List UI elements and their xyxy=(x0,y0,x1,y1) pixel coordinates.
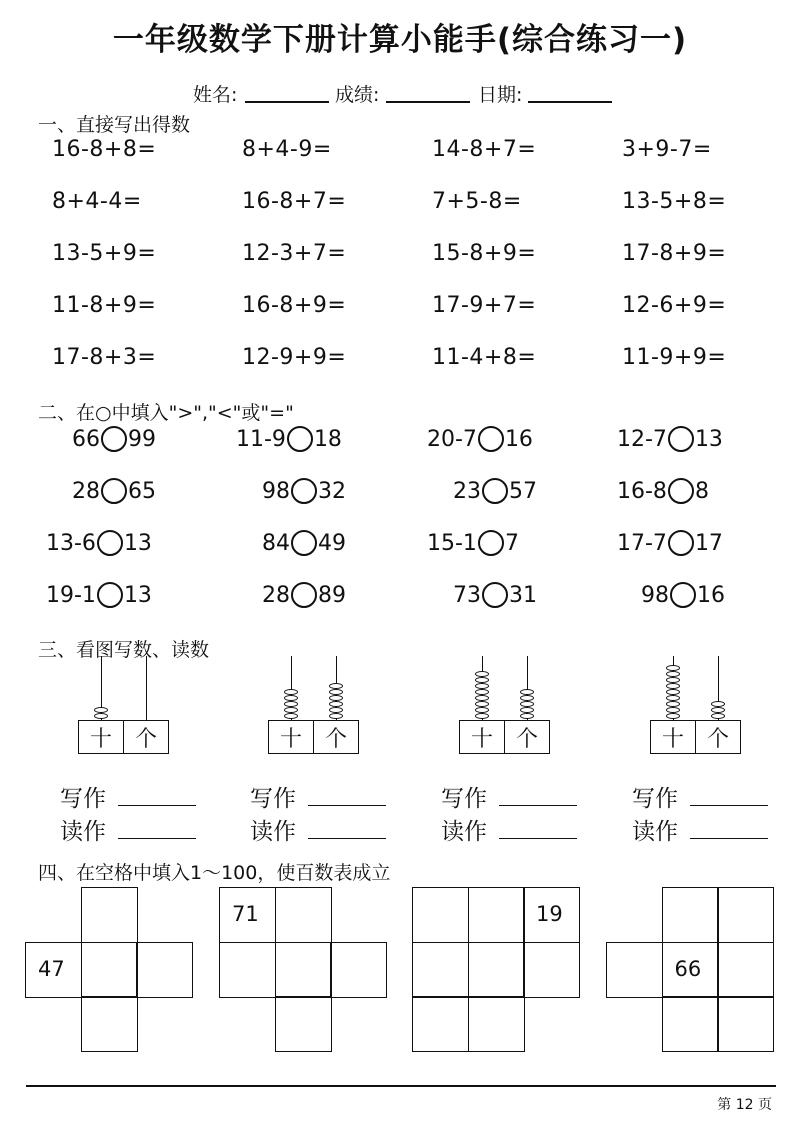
abacus-bead xyxy=(520,707,534,713)
abacus-bead xyxy=(475,707,489,713)
abacus-bead xyxy=(711,701,725,707)
equation-item[interactable]: 12-6+9= xyxy=(622,293,727,318)
abacus-bead xyxy=(666,665,680,671)
read-answer-blank[interactable] xyxy=(308,820,386,839)
comparison-left: 23 xyxy=(453,478,481,504)
abacus-bead xyxy=(329,683,343,689)
abacus-bead xyxy=(475,713,489,719)
comparison-left: 13-6 xyxy=(46,530,96,556)
read-answer-blank[interactable] xyxy=(118,820,196,839)
read-label: 读作 xyxy=(60,819,106,845)
comparison-right: 18 xyxy=(313,426,342,452)
tens-place-label: 十 xyxy=(470,726,493,752)
answer-circle[interactable] xyxy=(101,426,127,452)
comparison-right: 89 xyxy=(318,582,346,608)
comparison-item xyxy=(262,582,346,608)
abacus-bead xyxy=(666,713,680,719)
abacus-bead xyxy=(329,689,343,695)
comparison-item xyxy=(617,426,723,452)
given-number-cell xyxy=(25,942,82,998)
date-label: 日期: xyxy=(478,84,523,106)
comparison-left: 28 xyxy=(262,582,290,608)
comparison-right: 17 xyxy=(694,530,723,556)
comparison-right: 13 xyxy=(694,426,723,452)
comparison-left: 28 xyxy=(72,478,100,504)
equation-item[interactable]: 8+4-4= xyxy=(52,189,142,214)
abacus-place-box xyxy=(650,720,741,754)
blank-number-cell[interactable] xyxy=(662,887,719,943)
blank-number-cell[interactable] xyxy=(275,887,332,943)
answer-circle[interactable] xyxy=(478,426,504,452)
equation-item[interactable]: 11-9+9= xyxy=(622,345,727,370)
comparison-right: 49 xyxy=(318,530,346,556)
blank-number-cell[interactable] xyxy=(662,996,719,1052)
abacus-bead xyxy=(666,683,680,689)
comparison-right: 16 xyxy=(504,426,533,452)
comparison-right: 65 xyxy=(128,478,156,504)
blank-number-cell[interactable] xyxy=(717,887,774,943)
read-label: 读作 xyxy=(250,819,296,845)
abacus-bead xyxy=(329,701,343,707)
ones-place-label: 个 xyxy=(504,721,549,753)
ones-place-label: 个 xyxy=(123,721,168,753)
abacus-bead xyxy=(666,671,680,677)
write-label: 写作 xyxy=(250,786,296,812)
answer-circle[interactable] xyxy=(482,478,508,504)
abacus-bead xyxy=(666,689,680,695)
section2-heading: 二、在○中填入">","<"或"=" xyxy=(38,402,294,424)
abacus-bead xyxy=(520,689,534,695)
tens-place-label: 十 xyxy=(661,726,684,752)
blank-number-cell[interactable] xyxy=(412,942,469,998)
blank-number-cell[interactable] xyxy=(717,942,774,998)
answer-circle[interactable] xyxy=(97,530,123,556)
abacus-bead xyxy=(284,707,298,713)
comparison-left: 20-7 xyxy=(427,426,477,452)
comparison-item xyxy=(236,426,342,452)
abacus-bead xyxy=(475,695,489,701)
write-answer-blank[interactable] xyxy=(308,787,386,806)
abacus-bead xyxy=(94,713,108,719)
comparison-left: 98 xyxy=(641,582,669,608)
abacus-bead xyxy=(475,671,489,677)
read-line xyxy=(250,813,386,846)
write-answer-blank[interactable] xyxy=(499,787,577,806)
abacus-bead xyxy=(475,701,489,707)
abacus-bead xyxy=(666,701,680,707)
abacus-bead xyxy=(520,695,534,701)
comparison-item xyxy=(72,478,156,504)
write-line xyxy=(250,780,386,813)
comparison-item xyxy=(262,530,346,556)
write-label: 写作 xyxy=(441,786,487,812)
abacus-place-box xyxy=(268,720,359,754)
equation-item[interactable]: 13-5+9= xyxy=(52,241,157,266)
section3-heading: 三、看图写数、读数 xyxy=(38,639,210,661)
abacus-place-box xyxy=(78,720,169,754)
comparison-right: 99 xyxy=(128,426,156,452)
footer-divider xyxy=(26,1085,776,1087)
equation-item[interactable]: 14-8+7= xyxy=(432,137,537,162)
write-label: 写作 xyxy=(632,786,678,812)
section4-heading: 四、在空格中填入1～100，使百数表成立 xyxy=(38,862,391,884)
read-line xyxy=(632,813,768,846)
abacus-bead xyxy=(94,707,108,713)
answer-circle[interactable] xyxy=(482,582,508,608)
page-number: 第 12 页 xyxy=(717,1097,772,1113)
blank-number-cell[interactable] xyxy=(81,942,138,998)
blank-number-cell[interactable] xyxy=(81,887,138,943)
comparison-right: 16 xyxy=(697,582,725,608)
ones-place-label: 个 xyxy=(695,721,740,753)
blank-number-cell[interactable] xyxy=(330,942,387,998)
comparison-left: 98 xyxy=(262,478,290,504)
answer-circle[interactable] xyxy=(670,582,696,608)
read-answer-blank[interactable] xyxy=(499,820,577,839)
abacus-bead xyxy=(329,707,343,713)
comparison-item xyxy=(617,478,709,504)
comparison-right: 32 xyxy=(318,478,346,504)
score-label: 成绩: xyxy=(335,84,380,106)
abacus-bead xyxy=(284,713,298,719)
blank-number-cell[interactable] xyxy=(468,942,525,998)
comparison-item xyxy=(617,530,723,556)
abacus-bead xyxy=(666,677,680,683)
blank-number-cell[interactable] xyxy=(275,942,332,998)
equation-item[interactable]: 17-9+7= xyxy=(432,293,537,318)
ones-rod xyxy=(146,656,147,720)
date-blank[interactable] xyxy=(528,101,612,103)
comparison-item xyxy=(262,478,346,504)
abacus-bead xyxy=(284,695,298,701)
read-line xyxy=(60,813,196,846)
comparison-left: 84 xyxy=(262,530,290,556)
abacus-bead xyxy=(666,707,680,713)
given-number: 19 xyxy=(536,902,563,926)
write-answer-blank[interactable] xyxy=(690,787,768,806)
comparison-item xyxy=(453,582,537,608)
given-number-cell xyxy=(662,942,719,998)
blank-number-cell[interactable] xyxy=(81,996,138,1052)
equation-item[interactable]: 16-8+9= xyxy=(242,293,347,318)
write-label: 写作 xyxy=(60,786,106,812)
abacus-place-box xyxy=(459,720,550,754)
blank-number-cell[interactable] xyxy=(523,942,580,998)
given-number-cell xyxy=(523,887,580,943)
answer-circle[interactable] xyxy=(668,426,694,452)
equation-item[interactable]: 3+9-7= xyxy=(622,137,712,162)
given-number: 66 xyxy=(674,956,702,981)
abacus-bead xyxy=(475,689,489,695)
given-number-cell xyxy=(219,887,276,943)
abacus-bead xyxy=(329,695,343,701)
abacus-bead xyxy=(475,677,489,683)
comparison-left: 73 xyxy=(453,582,481,608)
given-number: 47 xyxy=(38,956,65,981)
answer-circle[interactable] xyxy=(291,530,317,556)
comparison-item xyxy=(427,426,533,452)
answer-circle[interactable] xyxy=(478,530,504,556)
abacus-bead xyxy=(329,713,343,719)
abacus-bead xyxy=(284,701,298,707)
blank-number-cell[interactable] xyxy=(606,942,663,998)
read-answer-blank[interactable] xyxy=(690,820,768,839)
answer-circle[interactable] xyxy=(101,478,127,504)
given-number: 71 xyxy=(232,902,259,926)
comparison-left: 19-1 xyxy=(46,582,96,608)
blank-number-cell[interactable] xyxy=(136,942,193,998)
read-label: 读作 xyxy=(632,819,678,845)
equation-item[interactable]: 11-8+9= xyxy=(52,293,157,318)
equation-item[interactable]: 16-8+7= xyxy=(242,189,347,214)
comparison-left: 66 xyxy=(72,426,100,452)
blank-number-cell[interactable] xyxy=(219,942,276,998)
abacus-bead xyxy=(666,695,680,701)
answer-circle[interactable] xyxy=(668,478,694,504)
equation-item[interactable]: 13-5+8= xyxy=(622,189,727,214)
abacus-bead xyxy=(711,713,725,719)
equation-item[interactable]: 15-8+9= xyxy=(432,241,537,266)
answer-circle[interactable] xyxy=(291,582,317,608)
equation-item[interactable]: 16-8+8= xyxy=(52,137,157,162)
comparison-left: 16-8 xyxy=(617,478,667,504)
name-label: 姓名: xyxy=(193,84,238,106)
blank-number-cell[interactable] xyxy=(412,887,469,943)
comparison-item xyxy=(641,582,725,608)
equation-item[interactable]: 11-4+8= xyxy=(432,345,537,370)
comparison-item xyxy=(453,478,537,504)
comparison-right: 31 xyxy=(509,582,537,608)
blank-number-cell[interactable] xyxy=(468,887,525,943)
comparison-item xyxy=(427,530,519,556)
blank-number-cell[interactable] xyxy=(275,996,332,1052)
comparison-right: 7 xyxy=(504,530,519,556)
equation-item[interactable]: 12-3+7= xyxy=(242,241,347,266)
abacus-bead xyxy=(520,701,534,707)
tens-place-label: 十 xyxy=(279,726,302,752)
comparison-right: 8 xyxy=(694,478,709,504)
blank-number-cell[interactable] xyxy=(717,996,774,1052)
equation-item[interactable]: 7+5-8= xyxy=(432,189,522,214)
comparison-item xyxy=(72,426,156,452)
answer-circle[interactable] xyxy=(668,530,694,556)
abacus-bead xyxy=(284,689,298,695)
comparison-item xyxy=(46,582,152,608)
comparison-left: 12-7 xyxy=(617,426,667,452)
equation-item[interactable]: 8+4-9= xyxy=(242,137,332,162)
comparison-left: 17-7 xyxy=(617,530,667,556)
read-label: 读作 xyxy=(441,819,487,845)
section1-heading: 一、直接写出得数 xyxy=(38,114,191,136)
write-answer-blank[interactable] xyxy=(118,787,196,806)
comparison-item xyxy=(46,530,152,556)
abacus-bead xyxy=(711,707,725,713)
answer-circle[interactable] xyxy=(287,426,313,452)
answer-circle[interactable] xyxy=(291,478,317,504)
blank-number-cell[interactable] xyxy=(412,996,469,1052)
comparison-left: 15-1 xyxy=(427,530,477,556)
comparison-right: 57 xyxy=(509,478,537,504)
write-line xyxy=(441,780,577,813)
abacus-bead xyxy=(520,713,534,719)
name-blank[interactable] xyxy=(245,101,329,103)
answer-circle[interactable] xyxy=(97,582,123,608)
tens-place-label: 十 xyxy=(89,726,112,752)
write-line xyxy=(632,780,768,813)
score-blank[interactable] xyxy=(386,101,470,103)
read-line xyxy=(441,813,577,846)
equation-item[interactable]: 12-9+9= xyxy=(242,345,347,370)
blank-number-cell[interactable] xyxy=(468,996,525,1052)
equation-item[interactable]: 17-8+9= xyxy=(622,241,727,266)
ones-place-label: 个 xyxy=(313,721,358,753)
comparison-right: 13 xyxy=(123,582,152,608)
abacus-bead xyxy=(475,683,489,689)
page-title: 一年级数学下册计算小能手(综合练习一) xyxy=(112,22,688,58)
comparison-right: 13 xyxy=(123,530,152,556)
write-line xyxy=(60,780,196,813)
comparison-left: 11-9 xyxy=(236,426,286,452)
equation-item[interactable]: 17-8+3= xyxy=(52,345,157,370)
